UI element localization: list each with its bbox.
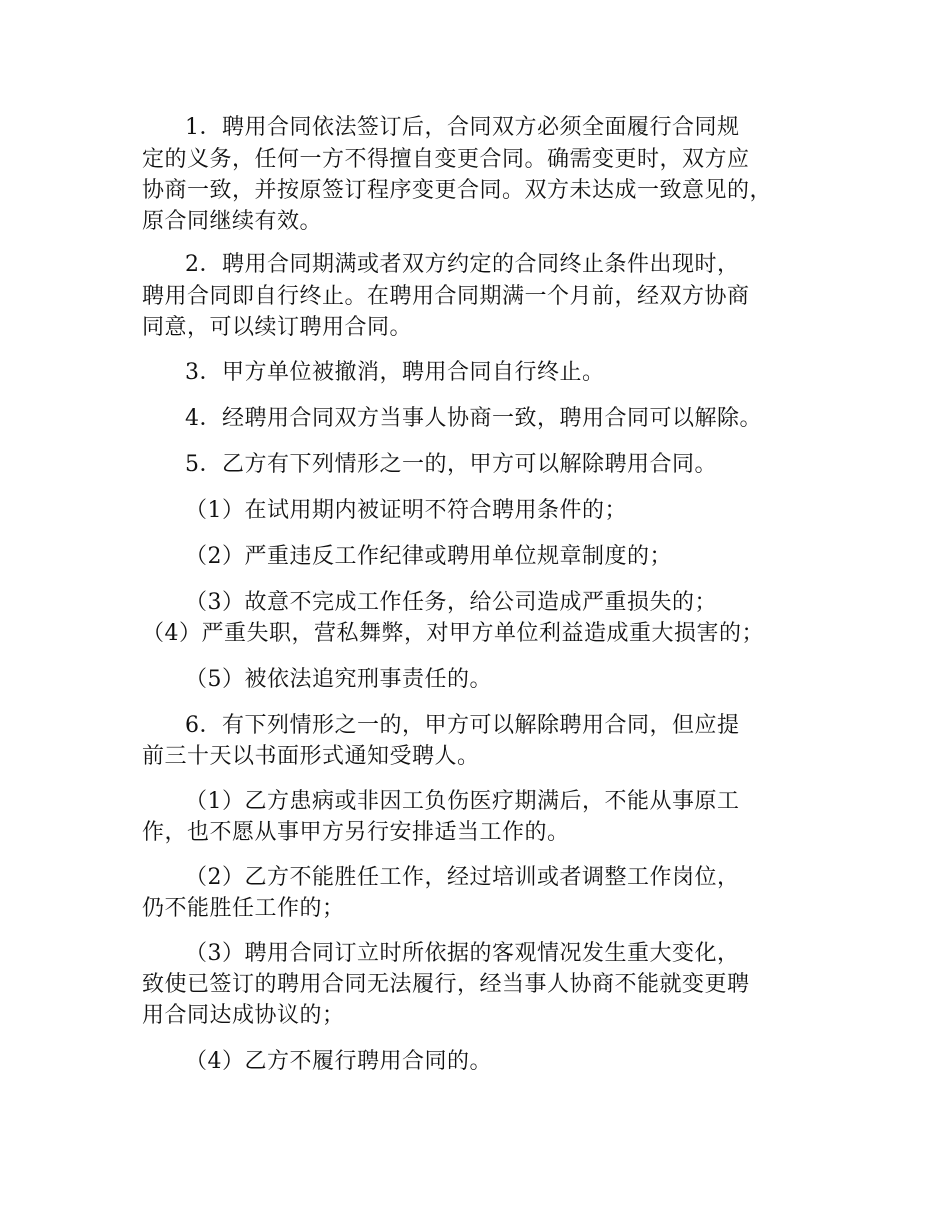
p1-line1: 1．聘用合同依法签订后，合同双方必须全面履行合同规 bbox=[185, 115, 740, 140]
p2-line1: 2．聘用合同期满或者双方约定的合同终止条件出现时， bbox=[185, 252, 740, 277]
p5-sub5: （5）被依法追究刑事责任的。 bbox=[185, 667, 492, 692]
p5-sub1: （1）在试用期内被证明不符合聘用条件的； bbox=[185, 498, 627, 523]
p1-line3: 协商一致，并按原签订程序变更合同。双方未达成一致意见的， bbox=[142, 178, 773, 203]
p6-sub3-line1: （3）聘用合同订立时所依据的客观情况发生重大变化， bbox=[185, 941, 740, 966]
p2-line2: 聘用合同即自行终止。在聘用合同期满一个月前，经双方协商 bbox=[142, 284, 750, 309]
p1-line4: 原合同继续有效。 bbox=[142, 209, 323, 234]
p6-sub3-line2: 致使已签订的聘用合同无法履行，经当事人协商不能就变更聘 bbox=[142, 972, 750, 997]
p6-sub2-line2: 仍不能胜任工作的； bbox=[142, 896, 345, 921]
p5-sub3: （3）故意不完成工作任务，给公司造成严重损失的； bbox=[185, 590, 717, 615]
p6-sub1-line1: （1）乙方患病或非因工负伤医疗期满后，不能从事原工 bbox=[185, 789, 740, 814]
p5-sub4: （4）严重失职，营私舞弊，对甲方单位利益造成重大损害的； bbox=[142, 621, 764, 646]
p6-line1: 6．有下列情形之一的，甲方可以解除聘用合同，但应提 bbox=[185, 713, 740, 738]
p4-line1: 4．经聘用合同双方当事人协商一致，聘用合同可以解除。 bbox=[185, 406, 762, 431]
p6-sub4-line1: （4）乙方不履行聘用合同的。 bbox=[185, 1049, 492, 1074]
p6-sub1-line2: 作，也不愿从事甲方另行安排适当工作的。 bbox=[142, 820, 570, 845]
p6-sub2-line1: （2）乙方不能胜任工作，经过培训或者调整工作岗位， bbox=[185, 865, 740, 890]
p6-sub3-line3: 用合同达成协议的； bbox=[142, 1003, 345, 1028]
p5-sub2: （2）严重违反工作纪律或聘用单位规章制度的； bbox=[185, 544, 672, 569]
p6-line2: 前三十天以书面形式通知受聘人。 bbox=[142, 744, 480, 769]
p5-line1: 5．乙方有下列情形之一的，甲方可以解除聘用合同。 bbox=[185, 452, 717, 477]
p3-line1: 3．甲方单位被撤消，聘用合同自行终止。 bbox=[185, 360, 605, 385]
p2-line3: 同意，可以续订聘用合同。 bbox=[142, 315, 413, 340]
p1-line2: 定的义务，任何一方不得擅自变更合同。确需变更时，双方应 bbox=[142, 147, 750, 172]
